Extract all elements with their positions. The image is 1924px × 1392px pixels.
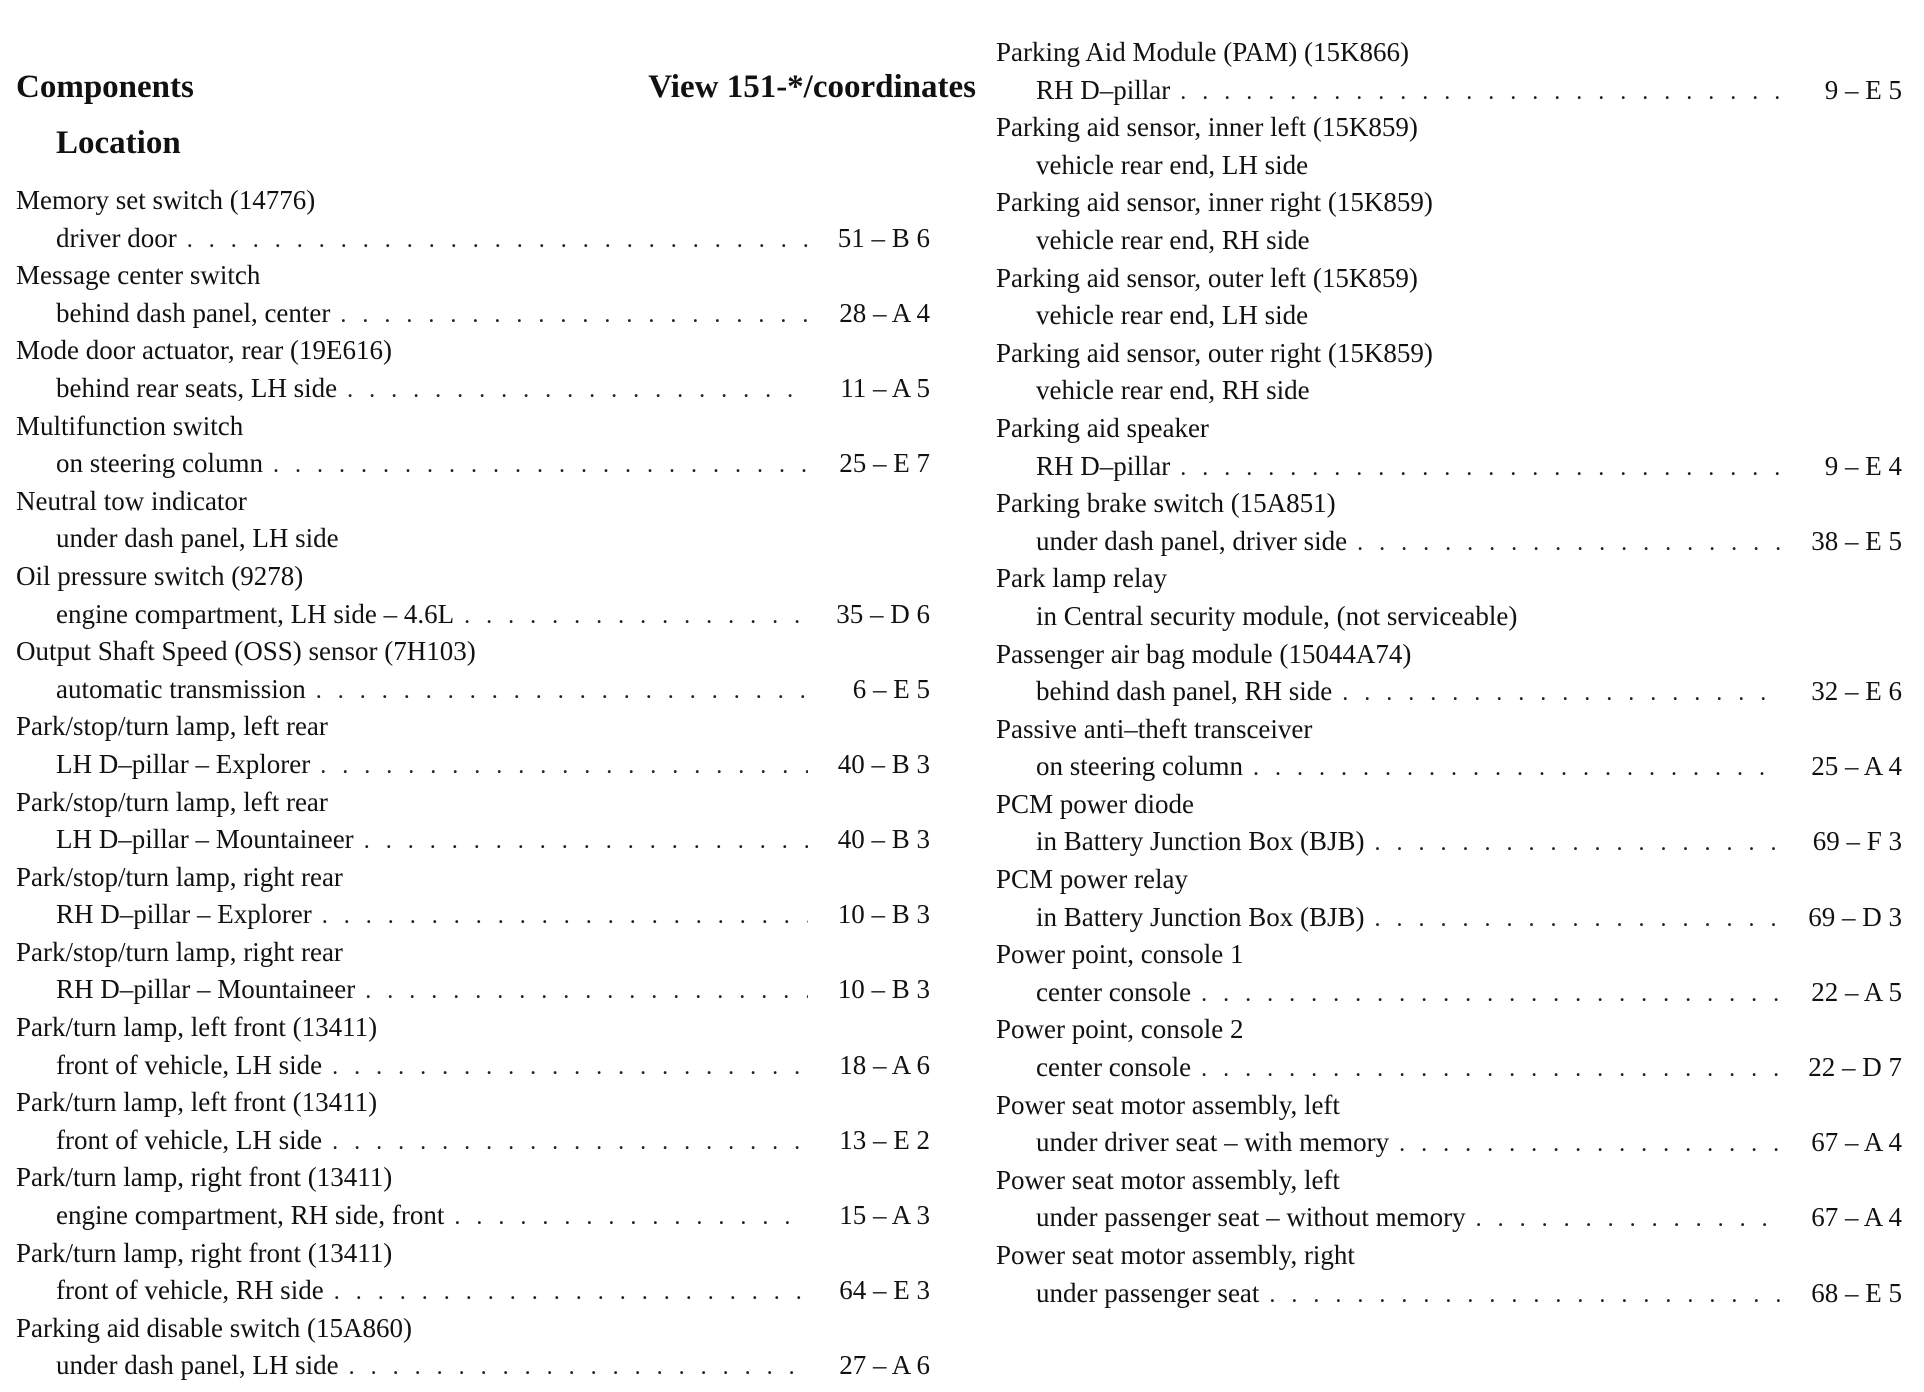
component-name: Parking aid sensor, outer right (15K859) bbox=[996, 337, 1433, 368]
component-name: PCM power relay bbox=[996, 864, 1188, 895]
right-component-list bbox=[996, 34, 1902, 1312]
component-entry bbox=[16, 1310, 930, 1385]
component-location: RH D–pillar – Explorer bbox=[56, 899, 312, 930]
component-location: engine compartment, LH side – 4.6L bbox=[56, 598, 455, 629]
component-location: automatic transmission bbox=[56, 673, 306, 704]
view-coordinate: 51 – B 6 bbox=[837, 222, 930, 253]
component-location: under passenger seat – without memory bbox=[1036, 1202, 1466, 1233]
component-location-row bbox=[16, 1122, 930, 1160]
component-location-row bbox=[996, 147, 1902, 185]
view-coordinate: 13 – E 2 bbox=[839, 1124, 930, 1155]
view-coordinate: 6 – E 5 bbox=[852, 673, 930, 704]
component-location: on steering column bbox=[56, 448, 263, 479]
view-coordinate: 69 – F 3 bbox=[1812, 826, 1902, 857]
component-location: vehicle rear end, LH side bbox=[1036, 300, 1309, 331]
component-location-row bbox=[16, 445, 930, 483]
component-name: Oil pressure switch (9278) bbox=[16, 560, 304, 591]
component-name: Power seat motor assembly, left bbox=[996, 1164, 1340, 1195]
dot-leader bbox=[1357, 525, 1780, 563]
view-coordinate: 10 – B 3 bbox=[837, 974, 930, 1005]
view-coordinate: 40 – B 3 bbox=[837, 824, 930, 855]
component-location-row bbox=[996, 523, 1902, 561]
component-location-row bbox=[996, 899, 1902, 937]
dot-leader bbox=[1476, 1201, 1780, 1239]
component-entry bbox=[16, 859, 930, 934]
view-coordinate: 69 – D 3 bbox=[1808, 901, 1902, 932]
dot-leader bbox=[1201, 976, 1780, 1014]
view-coordinate: 10 – B 3 bbox=[837, 899, 930, 930]
component-location: front of vehicle, LH side bbox=[56, 1049, 323, 1080]
dot-leader bbox=[320, 748, 808, 786]
component-entry bbox=[996, 936, 1902, 1011]
component-location-row bbox=[996, 1199, 1902, 1237]
component-entry bbox=[16, 633, 930, 708]
components-heading: Components bbox=[16, 69, 194, 105]
view-coordinate: 9 – E 4 bbox=[1824, 450, 1902, 481]
component-name: Park/turn lamp, right front (13411) bbox=[16, 1162, 393, 1193]
dot-leader bbox=[365, 973, 808, 1011]
component-location-row bbox=[16, 671, 930, 709]
component-location: in Battery Junction Box (BJB) bbox=[1036, 901, 1365, 932]
component-location: LH D–pillar – Explorer bbox=[56, 748, 311, 779]
component-location-row bbox=[996, 823, 1902, 861]
component-entry bbox=[16, 784, 930, 859]
component-name: Power point, console 1 bbox=[996, 939, 1244, 970]
component-entry bbox=[996, 560, 1902, 635]
component-name: Mode door actuator, rear (19E616) bbox=[16, 335, 393, 366]
dot-leader bbox=[349, 1349, 808, 1387]
component-name: Park/turn lamp, left front (13411) bbox=[16, 1012, 378, 1043]
component-location: center console bbox=[1036, 976, 1192, 1007]
component-location-row bbox=[16, 1047, 930, 1085]
location-heading: Location bbox=[56, 125, 181, 161]
component-location-row bbox=[996, 297, 1902, 335]
component-entry bbox=[996, 485, 1902, 560]
component-location: RH D–pillar – Mountaineer bbox=[56, 974, 356, 1005]
component-location: vehicle rear end, LH side bbox=[1036, 149, 1309, 180]
component-location: engine compartment, RH side, front bbox=[56, 1200, 445, 1231]
component-location: behind dash panel, center bbox=[56, 297, 331, 328]
component-location-row bbox=[16, 971, 930, 1009]
component-name: Multifunction switch bbox=[16, 410, 244, 441]
dot-leader bbox=[1201, 1051, 1780, 1089]
component-entry bbox=[996, 1087, 1902, 1162]
component-location-row bbox=[16, 821, 930, 859]
component-name: Park/stop/turn lamp, left rear bbox=[16, 786, 328, 817]
component-name: Parking aid sensor, inner right (15K859) bbox=[996, 187, 1433, 218]
component-location-row bbox=[16, 1272, 930, 1310]
component-location-row bbox=[16, 1197, 930, 1235]
component-location: behind dash panel, RH side bbox=[1036, 676, 1333, 707]
dot-leader bbox=[464, 598, 808, 636]
view-coordinate: 25 – A 4 bbox=[1811, 751, 1902, 782]
component-name: Parking Aid Module (PAM) (15K866) bbox=[996, 37, 1410, 67]
view-coordinate: 22 – D 7 bbox=[1808, 1052, 1902, 1083]
view-coordinate: 32 – E 6 bbox=[1811, 676, 1902, 707]
component-entry bbox=[16, 1159, 930, 1234]
component-entry bbox=[16, 1084, 930, 1159]
component-name: Memory set switch (14776) bbox=[16, 185, 316, 215]
component-entry bbox=[16, 483, 930, 558]
dot-leader bbox=[187, 222, 808, 260]
dot-leader bbox=[347, 372, 808, 410]
component-name: Neutral tow indicator bbox=[16, 485, 247, 516]
component-location: RH D–pillar bbox=[1036, 74, 1171, 105]
component-location: RH D–pillar bbox=[1036, 450, 1171, 481]
component-location-row bbox=[996, 448, 1902, 486]
component-location-row bbox=[16, 220, 930, 258]
component-entry bbox=[996, 184, 1902, 259]
component-name: Power seat motor assembly, left bbox=[996, 1089, 1340, 1120]
view-coordinate: 28 – A 4 bbox=[839, 297, 930, 328]
component-location: front of vehicle, RH side bbox=[56, 1275, 324, 1306]
component-entry bbox=[996, 34, 1902, 109]
component-entry bbox=[16, 332, 930, 407]
component-name: Park/turn lamp, right front (13411) bbox=[16, 1237, 393, 1268]
component-name: Parking aid disable switch (15A860) bbox=[16, 1312, 412, 1343]
component-location: front of vehicle, LH side bbox=[56, 1124, 323, 1155]
view-coordinate: 22 – A 5 bbox=[1811, 976, 1902, 1007]
component-name: Parking brake switch (15A851) bbox=[996, 488, 1336, 519]
dot-leader bbox=[332, 1049, 808, 1087]
dot-leader bbox=[1253, 750, 1780, 788]
component-name: Power point, console 2 bbox=[996, 1014, 1244, 1045]
view-coordinate: 64 – E 3 bbox=[839, 1275, 930, 1306]
component-location: vehicle rear end, RH side bbox=[1036, 224, 1310, 255]
component-entry bbox=[996, 410, 1902, 485]
component-name: Parking aid sensor, outer left (15K859) bbox=[996, 262, 1418, 293]
component-name: Park/stop/turn lamp, left rear bbox=[16, 711, 328, 742]
dot-leader bbox=[340, 297, 808, 335]
dot-leader bbox=[1180, 450, 1780, 488]
component-location-row bbox=[996, 1124, 1902, 1162]
view-coordinate: 38 – E 5 bbox=[1811, 525, 1902, 556]
component-entry bbox=[996, 711, 1902, 786]
component-location: under dash panel, LH side bbox=[56, 1350, 339, 1381]
component-entry bbox=[996, 260, 1902, 335]
component-location: under dash panel, LH side bbox=[56, 523, 339, 554]
component-location-row bbox=[996, 1275, 1902, 1313]
component-location-row bbox=[996, 1049, 1902, 1087]
component-entry bbox=[996, 786, 1902, 861]
component-name: Power seat motor assembly, right bbox=[996, 1240, 1355, 1270]
component-name: Parking aid speaker bbox=[996, 412, 1209, 443]
component-location: behind rear seats, LH side bbox=[56, 372, 338, 403]
dot-leader bbox=[364, 823, 808, 861]
component-entry bbox=[996, 109, 1902, 184]
component-location-row bbox=[16, 896, 930, 934]
component-entry bbox=[16, 558, 930, 633]
component-location: under driver seat – with memory bbox=[1036, 1127, 1390, 1158]
component-location-row bbox=[996, 222, 1902, 260]
component-location-row bbox=[996, 72, 1902, 110]
component-location: vehicle rear end, RH side bbox=[1036, 375, 1310, 406]
component-location: LH D–pillar – Mountaineer bbox=[56, 824, 354, 855]
component-name: Passenger air bag module (15044A74) bbox=[996, 638, 1412, 669]
component-location: under dash panel, driver side bbox=[1036, 525, 1348, 556]
component-location-row bbox=[996, 372, 1902, 410]
component-location: in Central security module, (not serviceable) bbox=[1036, 600, 1518, 631]
component-name: Parking aid sensor, inner left (15K859) bbox=[996, 112, 1418, 143]
component-entry bbox=[996, 335, 1902, 410]
view-coordinate: 25 – E 7 bbox=[839, 448, 930, 479]
dot-leader bbox=[1399, 1126, 1780, 1164]
component-name: Park/stop/turn lamp, right rear bbox=[16, 861, 343, 892]
component-location-row bbox=[996, 598, 1902, 636]
component-entry bbox=[996, 1162, 1902, 1237]
component-location: under passenger seat bbox=[1036, 1277, 1260, 1308]
component-entry bbox=[16, 1235, 930, 1310]
view-coordinate: 67 – A 4 bbox=[1811, 1127, 1902, 1158]
component-entry bbox=[16, 257, 930, 332]
component-name: Output Shaft Speed (OSS) sensor (7H103) bbox=[16, 636, 476, 667]
component-location: center console bbox=[1036, 1052, 1192, 1083]
view-coordinate: 27 – A 6 bbox=[839, 1350, 930, 1381]
component-location-row bbox=[996, 673, 1902, 711]
component-location: driver door bbox=[56, 222, 177, 253]
component-entry bbox=[996, 1011, 1902, 1086]
view-coordinate: 40 – B 3 bbox=[837, 748, 930, 779]
component-entry bbox=[16, 708, 930, 783]
view-coordinate: 15 – A 3 bbox=[839, 1200, 930, 1231]
component-entry bbox=[996, 636, 1902, 711]
component-location-row bbox=[16, 596, 930, 634]
dot-leader bbox=[454, 1199, 808, 1237]
dot-leader bbox=[1269, 1277, 1780, 1315]
view-coordinate: 18 – A 6 bbox=[839, 1049, 930, 1080]
dot-leader bbox=[1180, 74, 1780, 112]
dot-leader bbox=[322, 898, 808, 936]
component-location-row bbox=[16, 746, 930, 784]
component-location: on steering column bbox=[1036, 751, 1243, 782]
component-location-row bbox=[16, 370, 930, 408]
component-name: Passive anti–theft transceiver bbox=[996, 713, 1313, 744]
left-component-list bbox=[16, 182, 930, 1385]
component-entry bbox=[16, 182, 930, 257]
view-coordinate: 35 – D 6 bbox=[836, 598, 930, 629]
component-entry bbox=[16, 408, 930, 483]
component-name: Park lamp relay bbox=[996, 563, 1167, 594]
dot-leader bbox=[334, 1274, 808, 1312]
dot-leader bbox=[273, 447, 808, 485]
component-location-row bbox=[16, 1347, 930, 1385]
view-coordinate: 9 – E 5 bbox=[1824, 74, 1902, 105]
dot-leader bbox=[316, 673, 808, 711]
dot-leader bbox=[1342, 675, 1780, 713]
view-coordinate: 11 – A 5 bbox=[840, 372, 930, 403]
component-name: PCM power diode bbox=[996, 788, 1194, 819]
dot-leader bbox=[1374, 825, 1780, 863]
component-location: in Battery Junction Box (BJB) bbox=[1036, 826, 1365, 857]
component-entry bbox=[996, 861, 1902, 936]
dot-leader bbox=[1374, 901, 1780, 939]
component-location-row bbox=[996, 974, 1902, 1012]
component-entry bbox=[996, 1237, 1902, 1312]
component-entry bbox=[16, 1009, 930, 1084]
component-name: Park/stop/turn lamp, right rear bbox=[16, 936, 343, 967]
view-coordinate: 68 – E 5 bbox=[1811, 1277, 1902, 1308]
dot-leader bbox=[332, 1124, 808, 1162]
column-header bbox=[16, 62, 976, 112]
component-name: Park/turn lamp, left front (13411) bbox=[16, 1087, 378, 1118]
view-coordinate: 67 – A 4 bbox=[1811, 1202, 1902, 1233]
component-entry bbox=[16, 934, 930, 1009]
component-location-row bbox=[16, 520, 930, 558]
component-location-row bbox=[996, 748, 1902, 786]
component-name: Message center switch bbox=[16, 260, 261, 291]
component-location-row bbox=[16, 295, 930, 333]
view-coordinates-heading: View 151-*/coordinates bbox=[648, 69, 976, 105]
